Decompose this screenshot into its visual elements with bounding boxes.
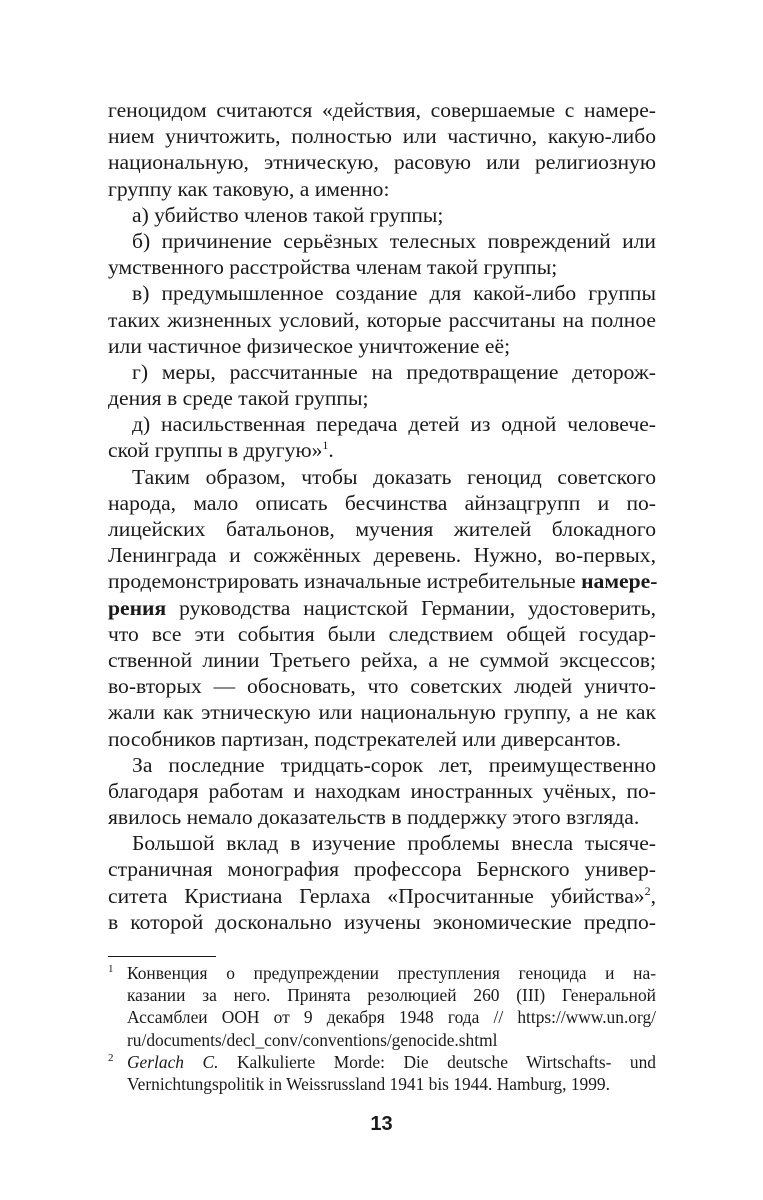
footnote-1-url[interactable]: ru/documents/decl_conv/conventions/genocide.shtml [127,1029,498,1050]
footnote-ref-2[interactable]: 2 [644,883,651,898]
text-line: дения в среде такой группы; [108,386,369,411]
text-line: национальную, этническую, расовую или религиозную [108,150,656,175]
footnote-ref-1[interactable]: 1 [322,438,329,453]
text-line: группу как таковую, а именно: [108,176,390,201]
footnote-author: Gerlach C. [127,1051,219,1072]
list-item-g: г) меры, рассчитанные на предотвращение деторож- [132,359,656,384]
text-line: Ленинграда и сожжённых деревень. Нужно, во-первых, [108,543,656,568]
footnote-2-number: 2 [108,1051,114,1064]
text-line: ственной линии Третьего рейха, а не суммой эксцессов; [108,647,656,672]
footnote-1-line: Ассамблеи ООН от 9 декабря 1948 года // https://www.un.org/ [127,1007,656,1028]
text-line: страничная монография профессора Бернского универ- [108,857,656,882]
text-line: умственного расстройства членам такой группы; [108,255,558,280]
text-line [108,437,656,463]
text-line: или частичное физическое уничтожение её; [108,333,511,358]
text-line: народа, мало описать бесчинства айнзацгрупп и по- [108,490,656,515]
list-item-v: в) предумышленное создание для какой-либо группы [132,281,656,306]
footnote-divider [108,956,216,957]
footnote-1-line: казании за него. Принята резолюцией 260 (III) Генеральной [127,985,656,1006]
text-line [108,883,656,909]
footnotes [108,962,656,1095]
text-fragment: руководства нацистской Германии, удостоверить, [166,595,656,620]
list-item-d: д) насильственная передача детей из одной человече- [132,412,656,437]
text-line: в которой досконально изучены экономические предпо- [108,909,656,934]
text-line: нием уничтожить, полностью или частично, какую-либо [108,124,656,149]
text-line: пособников партизан, подстрекателей или диверсантов. [108,726,621,751]
text-line: таких жизненных условий, которые рассчитаны на полное [108,307,656,332]
text-line: благодаря работам и находкам иностранных учёных, по- [108,778,656,803]
text-fragment: ской группы в другую» [108,438,323,463]
text-fragment: ситета Кристиана Герлаха «Просчитанные убийства» [108,883,645,908]
bold-term: намере- [581,569,658,594]
text-line: жали как этническую или национальную группу, а не как [108,700,656,725]
list-item-b: б) причинение серьёзных телесных повреждений или [132,228,656,253]
footnote-1-number: 1 [108,963,114,975]
text-fragment: продемонстрировать изначальные истребительные [108,569,582,594]
footnote-text: Конвенция о предупреждении преступления геноцида и на- [127,963,656,983]
paragraph-start: Таким образом, чтобы доказать геноцид советского [132,464,656,489]
text-line: что все эти события были следствием общей государ- [108,621,656,646]
footnote-1-line [108,962,656,984]
text-line [108,595,656,621]
bold-term: рения [108,595,167,620]
paragraph-start: За последние тридцать-сорок лет, преимущественно [132,752,656,777]
comma: , [650,883,656,908]
text-line: геноцидом считаются «действия, совершаемые с намере- [108,98,656,122]
text-line [108,568,656,594]
footnote-text: Kalkulierte Morde: Die deutsche Wirtschafts- und [218,1051,656,1072]
text-line: лицейских батальонов, мучения жителей блокадного [108,517,656,541]
footnote-2-line [108,1051,656,1073]
main-text [108,97,656,935]
text-line: явилось немало доказательств в поддержку этого взгляда. [108,805,640,830]
text-line: во-вторых — обосновать, что советских людей уничто- [108,674,656,699]
paragraph-start: Большой вклад в изучение проблемы внесла тысяче- [132,831,656,856]
footnote-2-line: Vernichtungspolitik in Weissrussland 1941 bis 1944. Hamburg, 1999. [127,1073,610,1094]
list-item-a: а) убийство членов такой группы; [132,202,444,227]
page-number: 13 [370,1113,393,1135]
period: . [328,438,334,463]
